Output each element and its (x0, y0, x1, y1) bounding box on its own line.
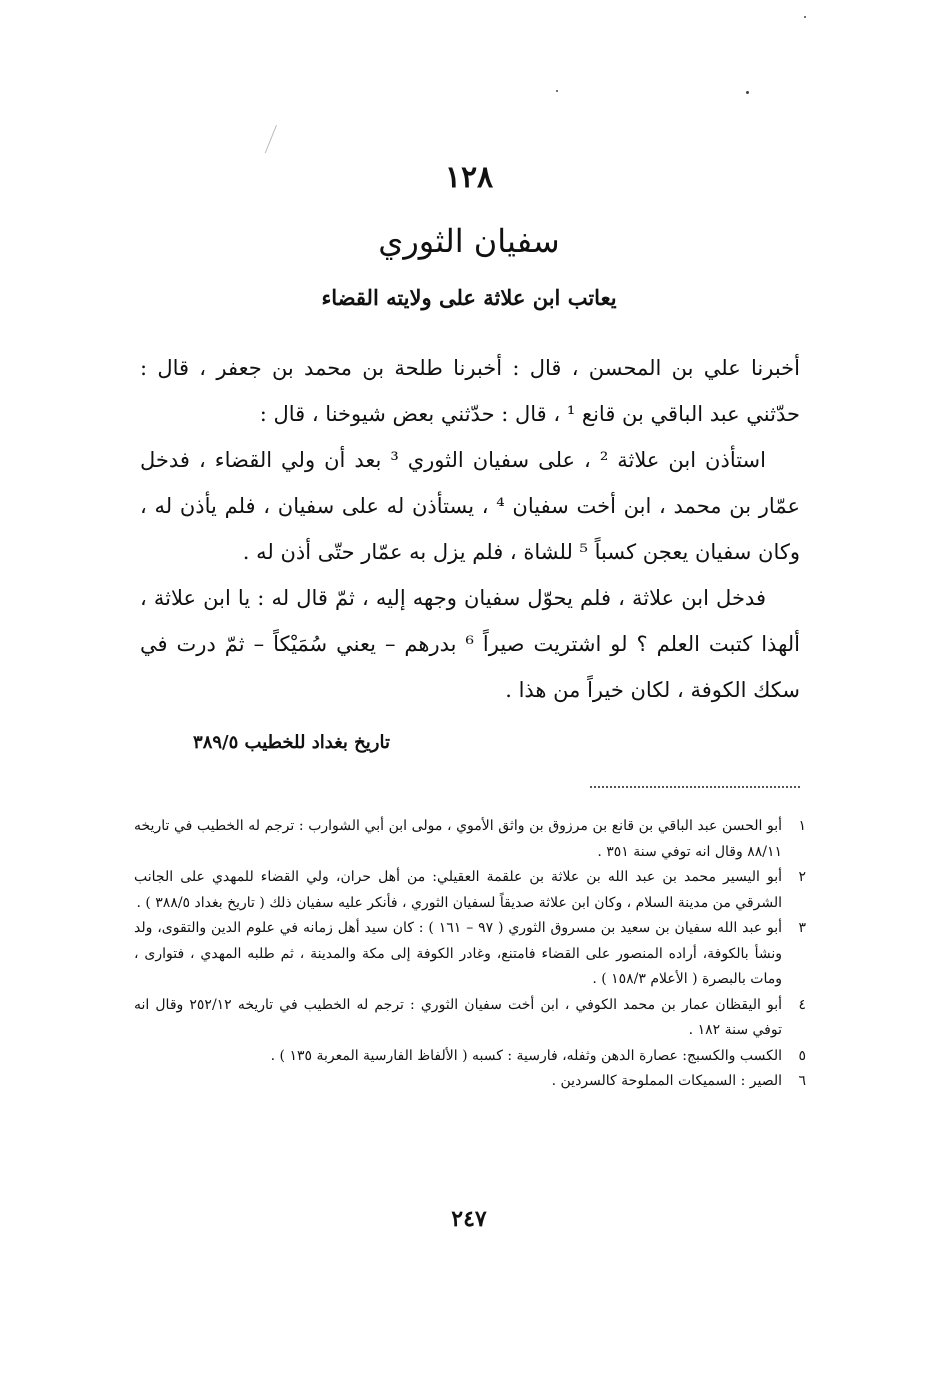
chapter-subtitle: يعاتب ابن علاثة على ولايته القضاء (321, 285, 617, 310)
footnote (134, 814, 806, 865)
paragraph: أخبرنا علي بن المحسن ، قال : أخبرنا طلحة بن محمد بن جعفر ، قال : حدّثني عبد الباقي بن قانع ¹ ، قال : حدّثني بعض شيوخنا ، قال : (140, 356, 800, 426)
paragraph: فدخل ابن علاثة ، فلم يحوّل سفيان وجهه إليه ، ثمّ قال له : يا ابن علاثة ، ألهذا كتبت العلم ؟ لو اشتريت صيراً ⁶ بدرهم – يعني سُمَيْكاً – ثمّ درت في سكك الكوفة ، لكان خيراً من هذا . (140, 586, 800, 702)
footnote-number: ١ (798, 818, 806, 834)
footnote (134, 1069, 806, 1095)
footnote-text: أبو عبد الله سفيان بن سعيد بن مسروق الثوري ( ٩٧ – ١٦١ ) : كان سيد أهل زمانه في علوم الدين والتقوى، ولد ونشأ بالكوفة، أراده المنصور على القضاء فامتنع، وغادر الكوفة إلى مكة والمدينة ، ثم طلبه المهدي ، فتوارى ، ومات بالبصرة ( الأعلام ١٥٨/٣ ) . (134, 920, 782, 987)
footnote-number: ٥ (798, 1047, 806, 1064)
scan-line (265, 125, 277, 153)
footnote-text: الصير : السميكات المملوحة كالسردين . (551, 1073, 782, 1089)
footnote-number: ٢ (798, 869, 806, 885)
chapter-number: ١٢٨ (444, 160, 494, 195)
footnote-text: الكسب والكسبج: عصارة الدهن وثفله، فارسية : كسبه ( الألفاظ الفارسية المعربة ١٣٥ ) . (270, 1047, 782, 1064)
footnote (134, 865, 806, 916)
footnote-number: ٦ (798, 1073, 806, 1089)
source-citation: تاريخ بغداد للخطيب ٣٨٩/٥ (193, 732, 390, 753)
chapter-title: سفيان الثوري (378, 222, 560, 260)
paragraph: استأذن ابن علاثة ² ، على سفيان الثوري ³ بعد أن ولي القضاء ، فدخل عمّار بن محمد ، ابن أخت سفيان ⁴ ، يستأذن له على سفيان ، فلم يأذن له ، وكان سفيان يعجن كسباً ⁵ للشاة ، فلم يزل به عمّار حتّى أذن له . (140, 448, 800, 564)
footnote (134, 1044, 806, 1070)
footnote-number: ٣ (798, 920, 806, 936)
footnote-text: أبو الحسن عبد الباقي بن قانع بن مرزوق بن واثق الأموي ، مولى ابن أبي الشوارب : ترجم له الخطيب في تاريخه ٨٨/١١ وقال انه توفي سنة ٣٥١ . (134, 818, 782, 860)
scan-speck (556, 90, 558, 92)
footnote-text: أبو اليسير محمد بن عبد الله بن علاثة بن علقمة العقيلي: من أهل حران، ولي القضاء للمهدي على الجانب الشرقي من مدينة السلام ، وكان ابن علاثة صديقاً لسفيان الثوري ، فأنكر عليه سفيان ذلك ( تاريخ بغداد ٣٨٨/٥ ) . (134, 869, 782, 911)
footnote-number: ٤ (798, 996, 806, 1013)
main-text (140, 345, 800, 713)
scan-speck (746, 91, 749, 94)
footnote-text: أبو اليقظان عمار بن محمد الكوفي ، ابن أخت سفيان الثوري : ترجم له الخطيب في تاريخه ٢٥٢/١٢ وقال انه توفي سنة ١٨٢ . (134, 996, 782, 1038)
footnote (134, 993, 806, 1044)
footnotes (134, 814, 806, 1095)
page-number: ٢٤٧ (451, 1206, 487, 1232)
scan-speck (804, 16, 806, 18)
footnote (134, 916, 806, 993)
footnote-divider (590, 786, 800, 788)
